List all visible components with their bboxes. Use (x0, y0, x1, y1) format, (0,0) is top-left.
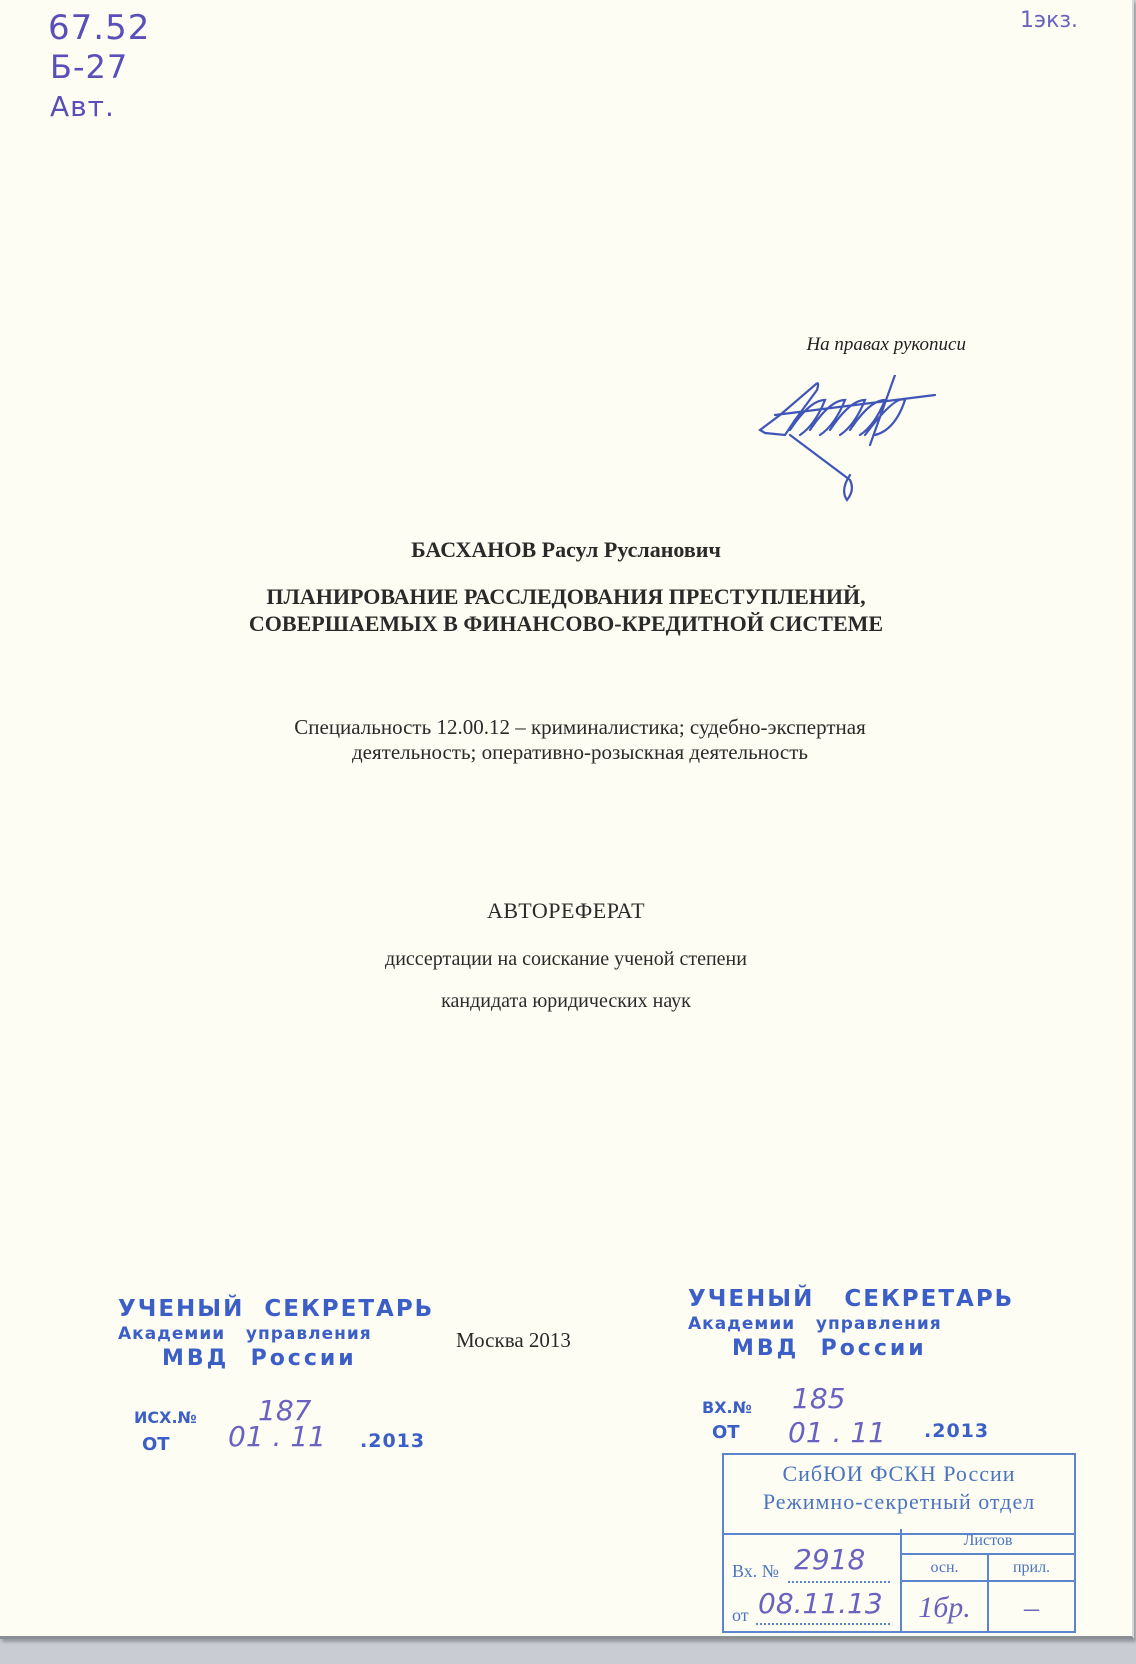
stamp-number-hand: 187 (258, 1394, 312, 1427)
registry-org: СибЮИ ФСКН России (782, 1461, 1016, 1486)
registry-dept: Режимно-секретный отдел (762, 1489, 1036, 1514)
stamp-line-3: МВД России (162, 1346, 357, 1371)
registry-columns (902, 1555, 1074, 1582)
registry-right-cell (902, 1529, 1074, 1631)
handwritten-class-code: 67.52 (48, 8, 151, 48)
specialty-line-1: Специальность 12.00.12 – криминалистика; судебно-экспертная (294, 715, 866, 739)
stamp-number-hand: 185 (792, 1382, 846, 1415)
title-line-1: ПЛАНИРОВАНИЕ РАССЛЕДОВАНИЯ ПРЕСТУПЛЕНИЙ, (266, 584, 866, 609)
abstract-subtitle-1: диссертации на соискание ученой степени (385, 948, 747, 970)
registry-in-no-label: Вх. № (732, 1561, 779, 1581)
signature-icon (755, 375, 955, 505)
stamp-line-1: УЧЕНЫЙ СЕКРЕТАРЬ (688, 1286, 1015, 1312)
handwritten-type-mark: Авт. (50, 90, 115, 123)
title-line-2: СОВЕРШАЕМЫХ В ФИНАНСОВО-КРЕДИТНОЙ СИСТЕМЕ (248, 611, 884, 636)
rights-notice: На правах рукописи (806, 334, 966, 355)
stamp-line-2: Академии управления (118, 1324, 372, 1344)
outgoing-stamp (118, 1296, 438, 1456)
abstract-subtitle-2: кандидата юридических наук (441, 990, 691, 1012)
stamp-date-label: ОТ (142, 1434, 170, 1455)
registry-left-cell (724, 1529, 902, 1631)
registry-header (724, 1461, 1074, 1535)
stamp-line-2: Академии управления (688, 1314, 942, 1334)
registry-sheets-label: Листов (902, 1529, 1074, 1555)
city-year: Москва 2013 (456, 1328, 571, 1352)
registry-date: 08.11.13 (758, 1587, 883, 1620)
stamp-line-3: МВД России (732, 1336, 927, 1361)
registry-stamp (722, 1453, 1076, 1633)
author-name: БАСХАНОВ Расул Русланович (411, 537, 721, 562)
stamp-date-hand: 01 . 11 (788, 1416, 886, 1449)
incoming-stamp (688, 1286, 1018, 1449)
stamp-number-label: ВХ.№ (702, 1398, 752, 1417)
stamp-line-1: УЧЕНЫЙ СЕКРЕТАРЬ (118, 1296, 435, 1322)
registry-in-no: 2918 (794, 1543, 866, 1576)
registry-in-no-line (788, 1581, 890, 1583)
registry-date-line (756, 1623, 890, 1625)
registry-values (902, 1582, 1074, 1633)
registry-date-label: от (732, 1605, 749, 1625)
stamp-date-label: ОТ (712, 1422, 740, 1443)
handwritten-copies: 1экз. (1020, 8, 1079, 33)
registry-appendix-value: – (1024, 1591, 1039, 1624)
registry-main-value: 1бр. (902, 1582, 989, 1633)
stamp-number-label: ИСХ.№ (134, 1408, 197, 1427)
specialty-line-2: деятельность; оперативно-розыскная деятельность (352, 740, 808, 764)
specialty (220, 715, 940, 765)
registry-appendix-label: прил. (1012, 1559, 1051, 1576)
abstract-label: АВТОРЕФЕРАТ (486, 898, 646, 923)
stamp-date-hand: 01 . 11 (228, 1420, 326, 1453)
registry-main-label: осн. (902, 1555, 989, 1580)
dissertation-title (0, 583, 1132, 637)
stamp-year: .2013 (360, 1430, 426, 1452)
stamp-year: .2013 (924, 1420, 990, 1442)
handwritten-author-mark: Б-27 (50, 48, 129, 86)
